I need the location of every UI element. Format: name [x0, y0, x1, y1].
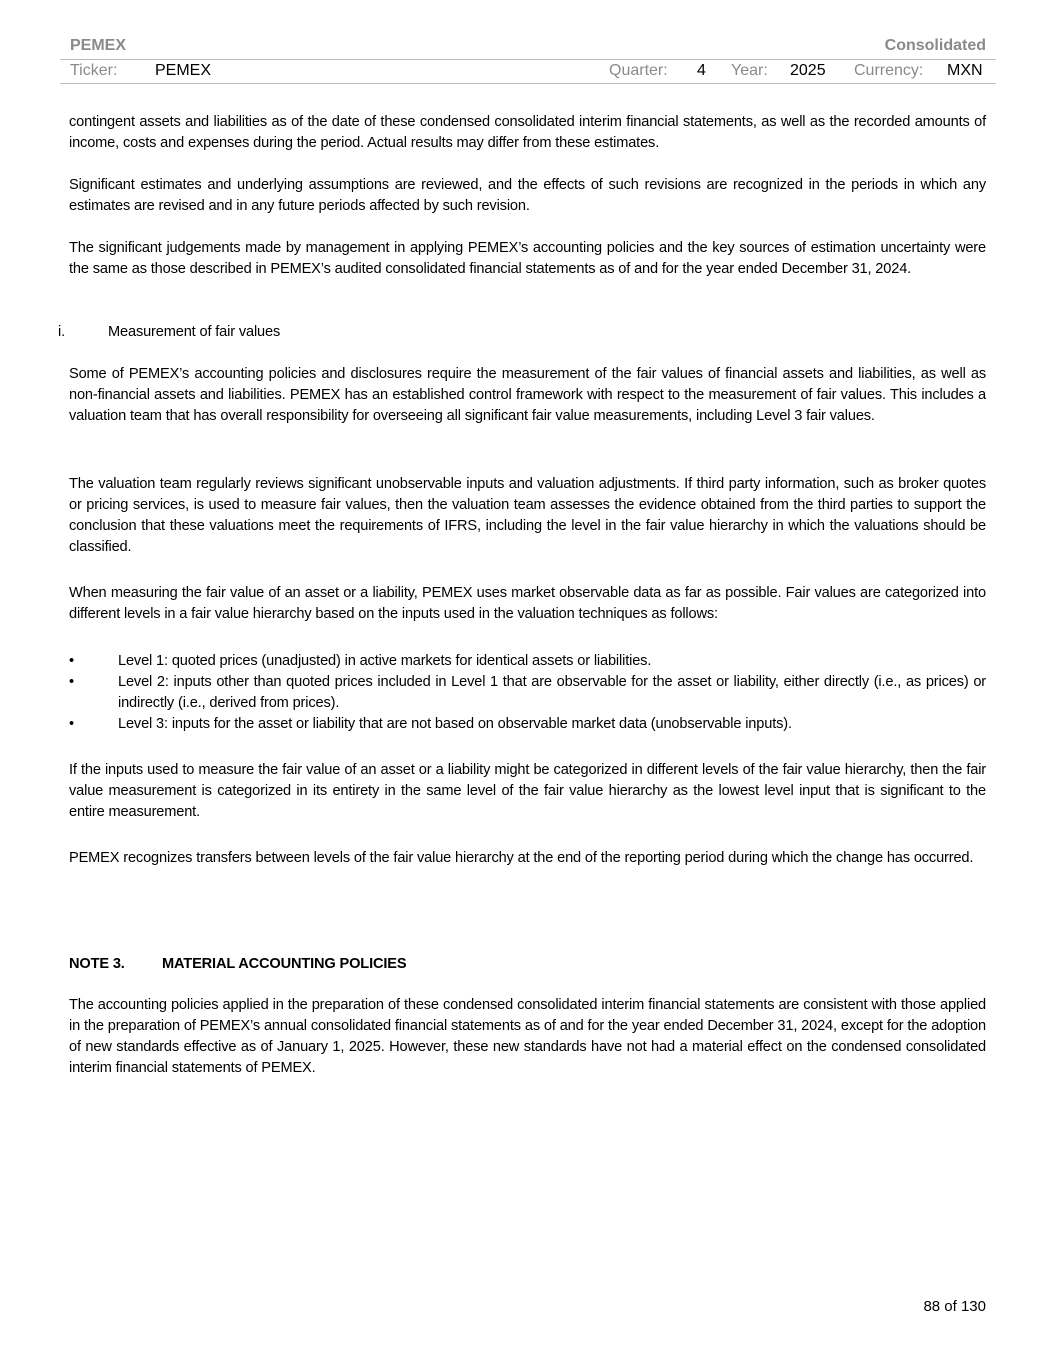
- year-label: Year:: [731, 62, 768, 79]
- quarter-value: 4: [697, 62, 706, 79]
- paragraph: contingent assets and liabilities as of the date of these condensed consolidated interim financial statements, as well as the recorded amounts of income, costs and expenses during the period. Actual results may differ from these estimates.: [69, 114, 986, 151]
- paragraph: The valuation team regularly reviews significant unobservable inputs and valuation adjustments. If third party information, such as broker quotes or pricing services, is used to measure fair values, then the valuation team assesses the evidence obtained from the third parties to support the conclusion that these valuations meet the requirements of IFRS, including the level in the fair value hierarchy in which the valuations should be classified.: [69, 476, 986, 555]
- bullet-text: Level 3: inputs for the asset or liability that are not based on observable market data (unobservable inputs).: [118, 716, 792, 732]
- paragraph: If the inputs used to measure the fair value of an asset or a liability might be categorized in different levels of the fair value hierarchy, then the fair value measurement is categorized in its entirety in the same level of the fair value hierarchy as the lowest level input that is significant to the entire measurement.: [69, 762, 986, 820]
- bullet-item: [69, 672, 986, 714]
- bullet-item: [69, 714, 986, 735]
- note-heading: [69, 954, 986, 975]
- bullet-text: Level 2: inputs other than quoted prices included in Level 1 that are observable for the asset or liability, either directly (i.e., as prices) or indirectly (i.e., derived from prices).: [118, 674, 986, 711]
- currency-value: MXN: [947, 62, 983, 79]
- report-header: [60, 37, 996, 60]
- paragraph: The accounting policies applied in the preparation of these condensed consolidated interim financial statements are consistent with those applied in the preparation of PEMEX’s annual consolidated financial statements as of and for the year ended December 31, 2024, except for the adoption of new standards effective as of January 1, 2025. However, these new standards have not had a material effect on the condensed consolidated interim financial statements of PEMEX.: [69, 997, 986, 1076]
- paragraph: The significant judgements made by management in applying PEMEX’s accounting policies and the key sources of estimation uncertainty were the same as those described in PEMEX’s audited consolidated financial statements as of and for the year ended December 31, 2024.: [69, 240, 986, 277]
- quarter-label: Quarter:: [609, 62, 668, 79]
- bullet-icon: •: [69, 716, 74, 732]
- bullet-item: [69, 651, 986, 672]
- ticker-value: PEMEX: [155, 62, 212, 79]
- paragraph: PEMEX recognizes transfers between levels of the fair value hierarchy at the end of the reporting period during which the change has occurred.: [69, 850, 974, 866]
- note-title: MATERIAL ACCOUNTING POLICIES: [162, 956, 407, 972]
- note-number: NOTE 3.: [69, 956, 125, 972]
- section-heading: [58, 322, 975, 343]
- paragraph: When measuring the fair value of an asset or a liability, PEMEX uses market observable data as far as possible. Fair values are categorized into different levels in a fair value hierarchy based on the inputs used in the valuation techniques as follows:: [69, 585, 986, 622]
- paragraph: Some of PEMEX’s accounting policies and disclosures require the measurement of the fair values of financial assets and liabilities, as well as non-financial assets and liabilities. PEMEX has an established control framework with respect to the measurement of fair values. This includes a valuation team that has overall responsibility for overseeing all significant fair value measurements, including Level 3 fair values.: [69, 366, 986, 424]
- year-value: 2025: [790, 62, 826, 79]
- bullet-text: Level 1: quoted prices (unadjusted) in active markets for identical assets or liabilities.: [118, 653, 652, 669]
- currency-label: Currency:: [854, 62, 924, 79]
- report-meta: [60, 60, 996, 84]
- page-number: 88 of 130: [923, 1298, 986, 1315]
- paragraph: Significant estimates and underlying assumptions are reviewed, and the effects of such revisions are recognized in the periods in which any estimates are revised and in any future periods affected by such revision.: [69, 177, 986, 214]
- section-title: Measurement of fair values: [108, 324, 281, 340]
- report-type: Consolidated: [884, 37, 986, 54]
- company-name: PEMEX: [70, 37, 127, 54]
- bullet-icon: •: [69, 674, 74, 690]
- section-marker: i.: [58, 324, 65, 340]
- ticker-label: Ticker:: [70, 62, 118, 79]
- bullet-icon: •: [69, 653, 74, 669]
